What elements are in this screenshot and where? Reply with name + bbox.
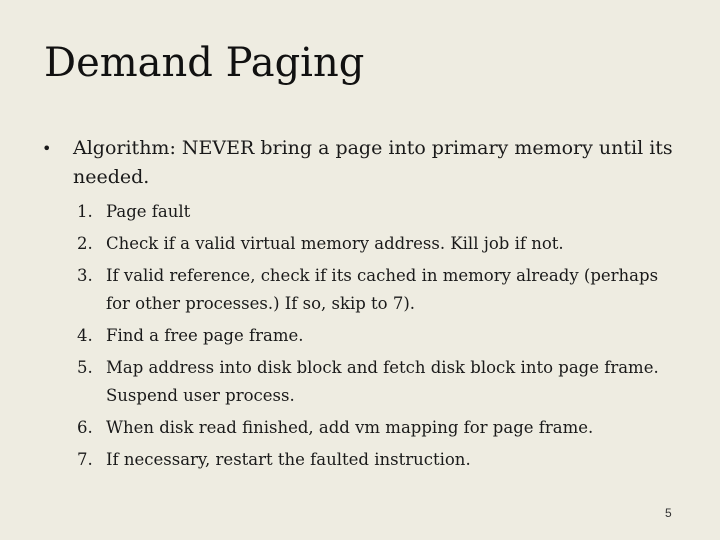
list-item <box>77 198 677 226</box>
list-item <box>77 414 677 442</box>
step-text: Check if a valid virtual memory address. Kill job if not. <box>106 234 564 253</box>
list-item <box>77 230 677 258</box>
slide-title: Demand Paging <box>44 40 365 86</box>
bullet-marker: • <box>42 139 52 158</box>
step-text: When disk read finished, add vm mapping for page frame. <box>106 418 594 437</box>
list-item <box>77 354 677 410</box>
step-text: Find a free page frame. <box>106 326 304 345</box>
step-number: 5. <box>77 358 93 377</box>
step-text: Map address into disk block and fetch disk block into page frame. Suspend user process. <box>106 358 659 405</box>
list-item <box>77 446 677 474</box>
numbered-steps-list <box>77 198 677 478</box>
step-number: 1. <box>77 202 93 221</box>
step-text: Page fault <box>106 202 191 221</box>
page-number: 5 <box>665 506 672 520</box>
step-number: 2. <box>77 234 93 253</box>
step-number: 3. <box>77 266 93 285</box>
list-item <box>77 262 677 318</box>
step-number: 4. <box>77 326 93 345</box>
bullet-text: Algorithm: NEVER bring a page into primary memory until its needed. <box>73 137 673 188</box>
list-item <box>77 322 677 350</box>
step-number: 6. <box>77 418 93 437</box>
step-text: If valid reference, check if its cached in memory already (perhaps for other processes.) If so, skip to 7). <box>106 266 659 313</box>
bullet-item <box>42 134 682 192</box>
step-number: 7. <box>77 450 93 469</box>
step-text: If necessary, restart the faulted instruction. <box>106 450 471 469</box>
